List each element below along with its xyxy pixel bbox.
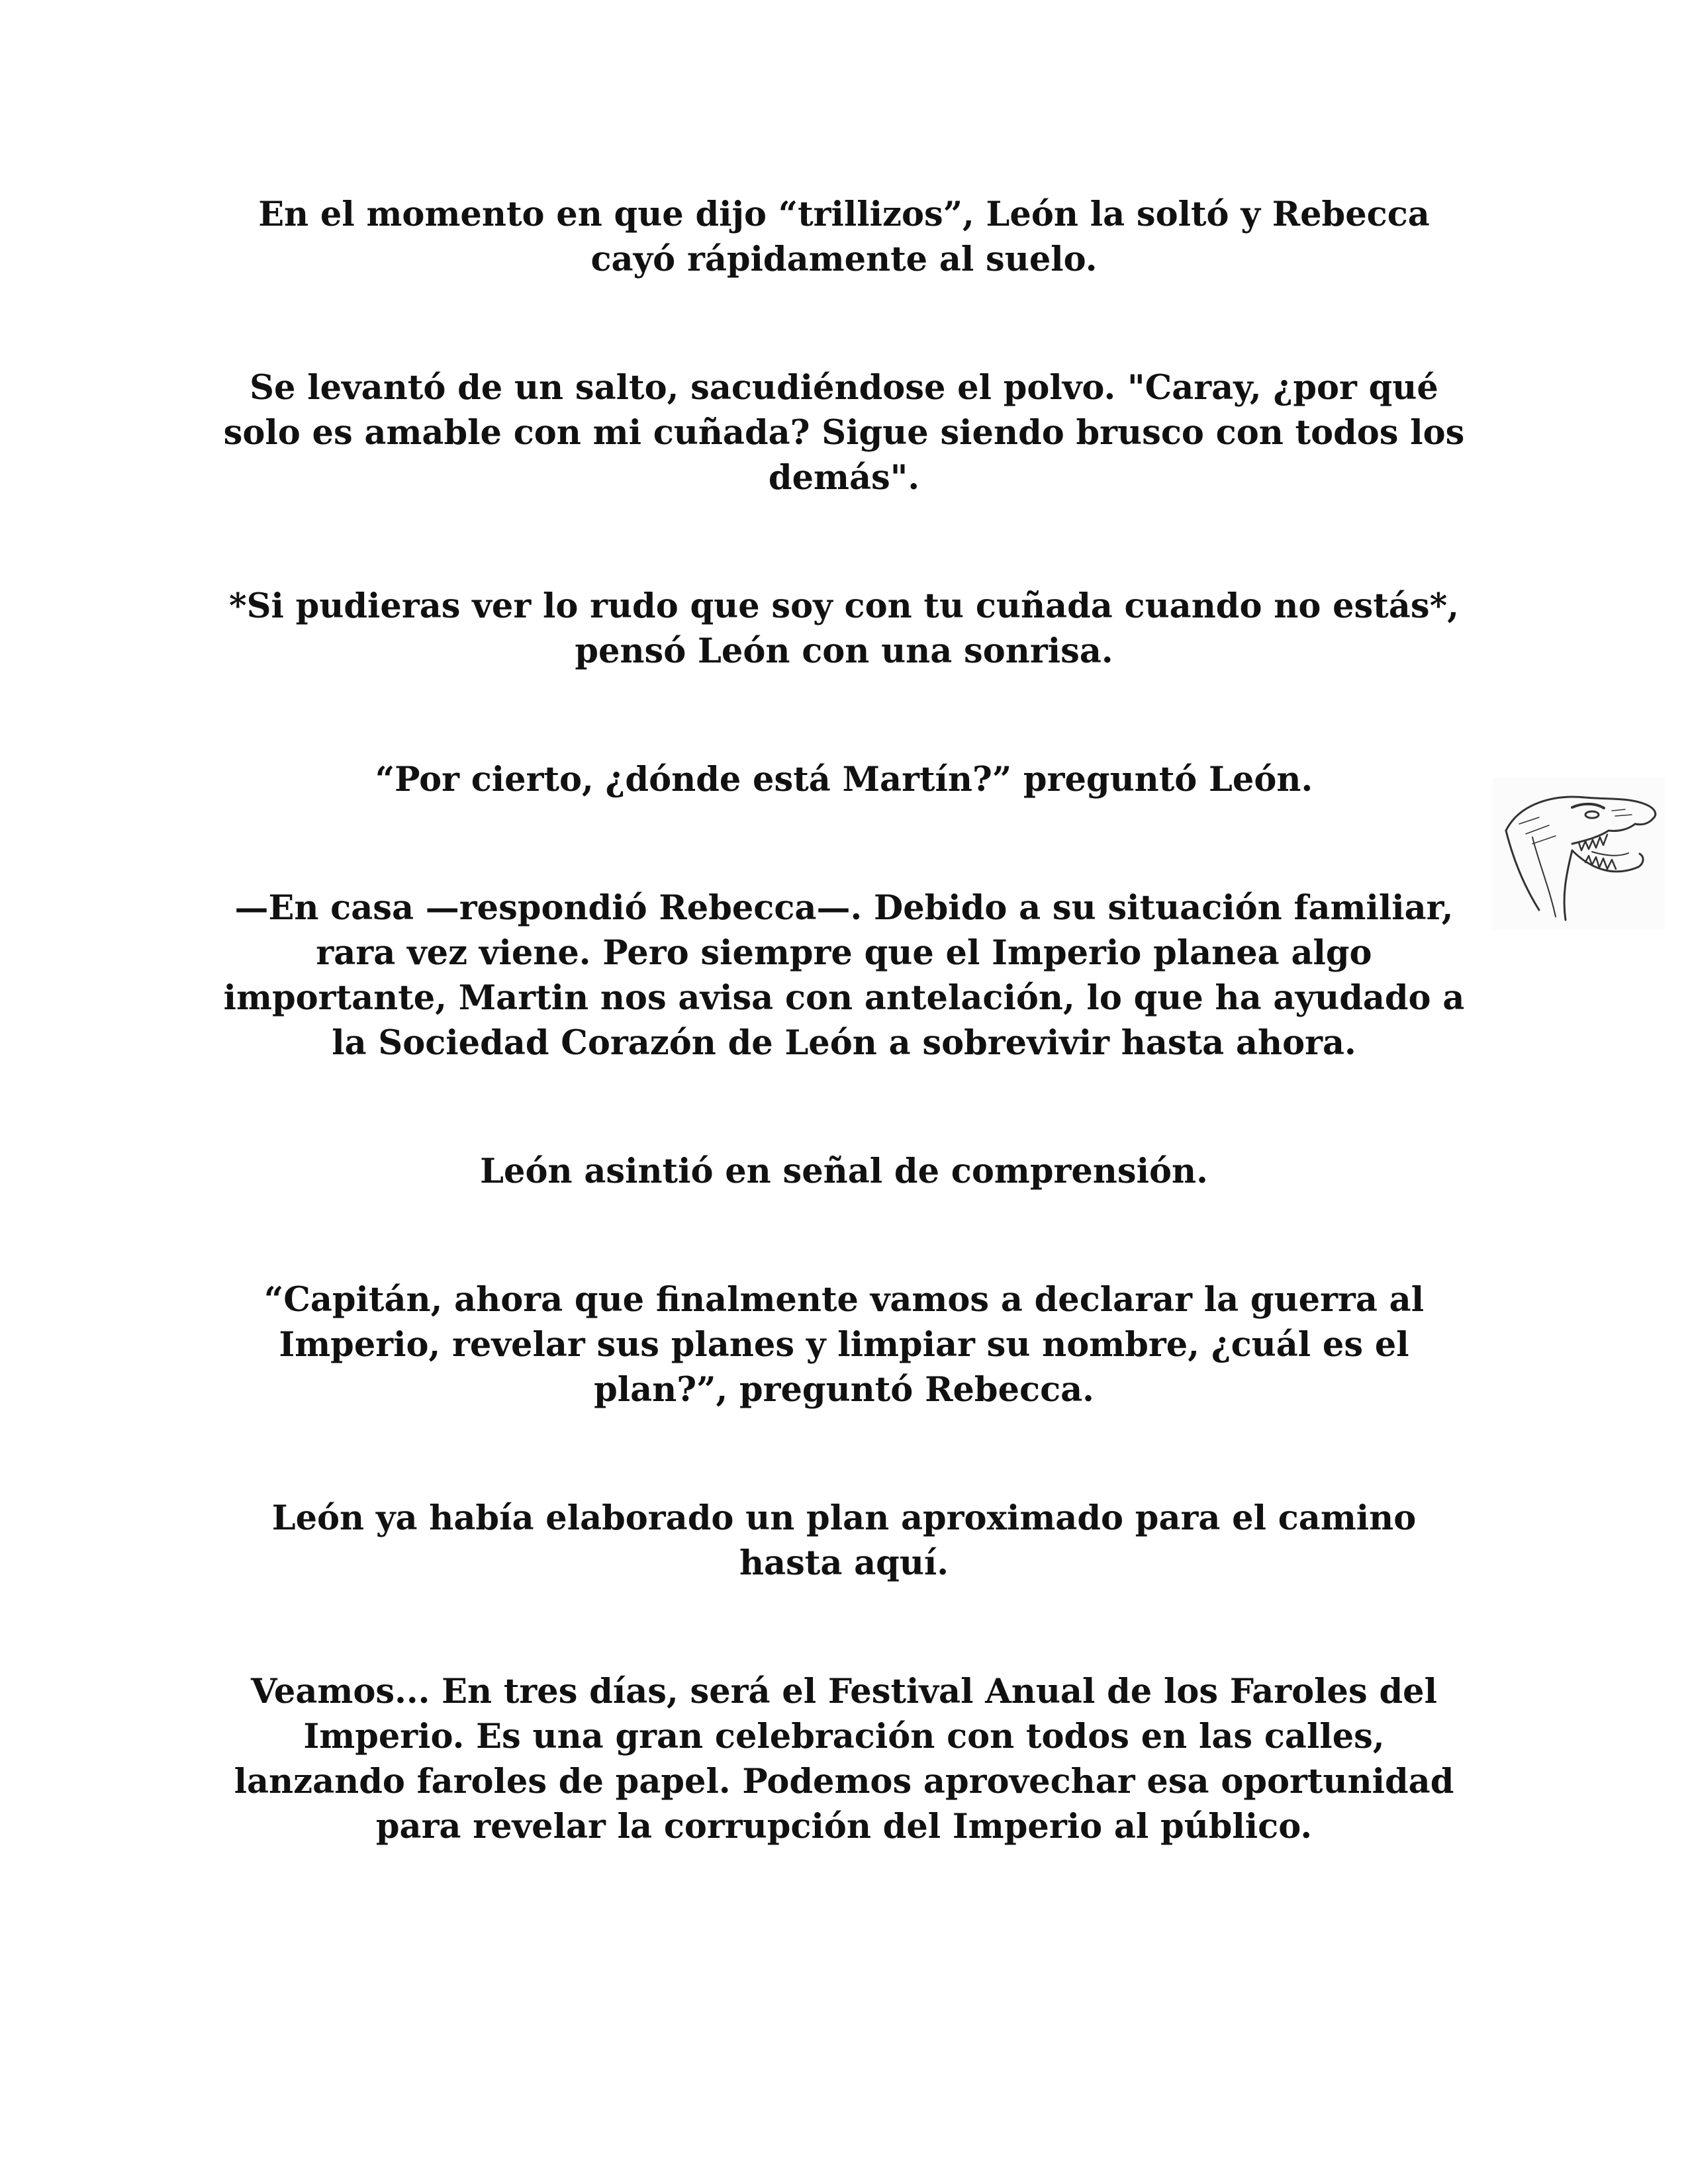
paragraph-8: León ya había elaborado un plan aproximado para el camino hasta aquí. [271,1498,1417,1583]
paragraph-4: “Por cierto, ¿dónde está Martín?” preguntó León. [375,760,1313,799]
paragraph-1: En el momento en que dijo “trillizos”, León la soltó y Rebecca cayó rápidamente al suelo. [258,195,1430,279]
paragraph-5: —En casa —respondió Rebecca—. Debido a su situación familiar, rara vez viene. Pero siempre que el Imperio planea algo importante, Martin nos avisa con antelación, lo que ha ayudado a la Sociedad Corazón de León a sobrevivir hasta ahora. [223,888,1465,1063]
text-body [218,192,1470,1849]
paragraph-3: *Si pudieras ver lo rudo que soy con tu cuñada cuando no estás*, pensó León con una sonrisa. [229,586,1459,671]
paragraph-7: “Capitán, ahora que finalmente vamos a declarar la guerra al Imperio, revelar sus planes y limpiar su nombre, ¿cuál es el plan?”, preguntó Rebecca. [263,1280,1425,1410]
dinosaur-head-sketch-icon [1493,778,1665,930]
paragraph-6: León asintió en señal de comprensión. [480,1152,1208,1191]
paragraph-2: Se levantó de un salto, sacudiéndose el polvo. "Caray, ¿por qué solo es amable con mi cuñada? Sigue siendo brusco con todos los demás". [223,368,1465,498]
paragraph-9: Veamos... En tres días, será el Festival Anual de los Faroles del Imperio. Es una gran celebración con todos en las calles, lanzando faroles de papel. Podemos aprovechar esa oportunidad para revelar la corrupción del Imperio al público. [234,1672,1454,1846]
